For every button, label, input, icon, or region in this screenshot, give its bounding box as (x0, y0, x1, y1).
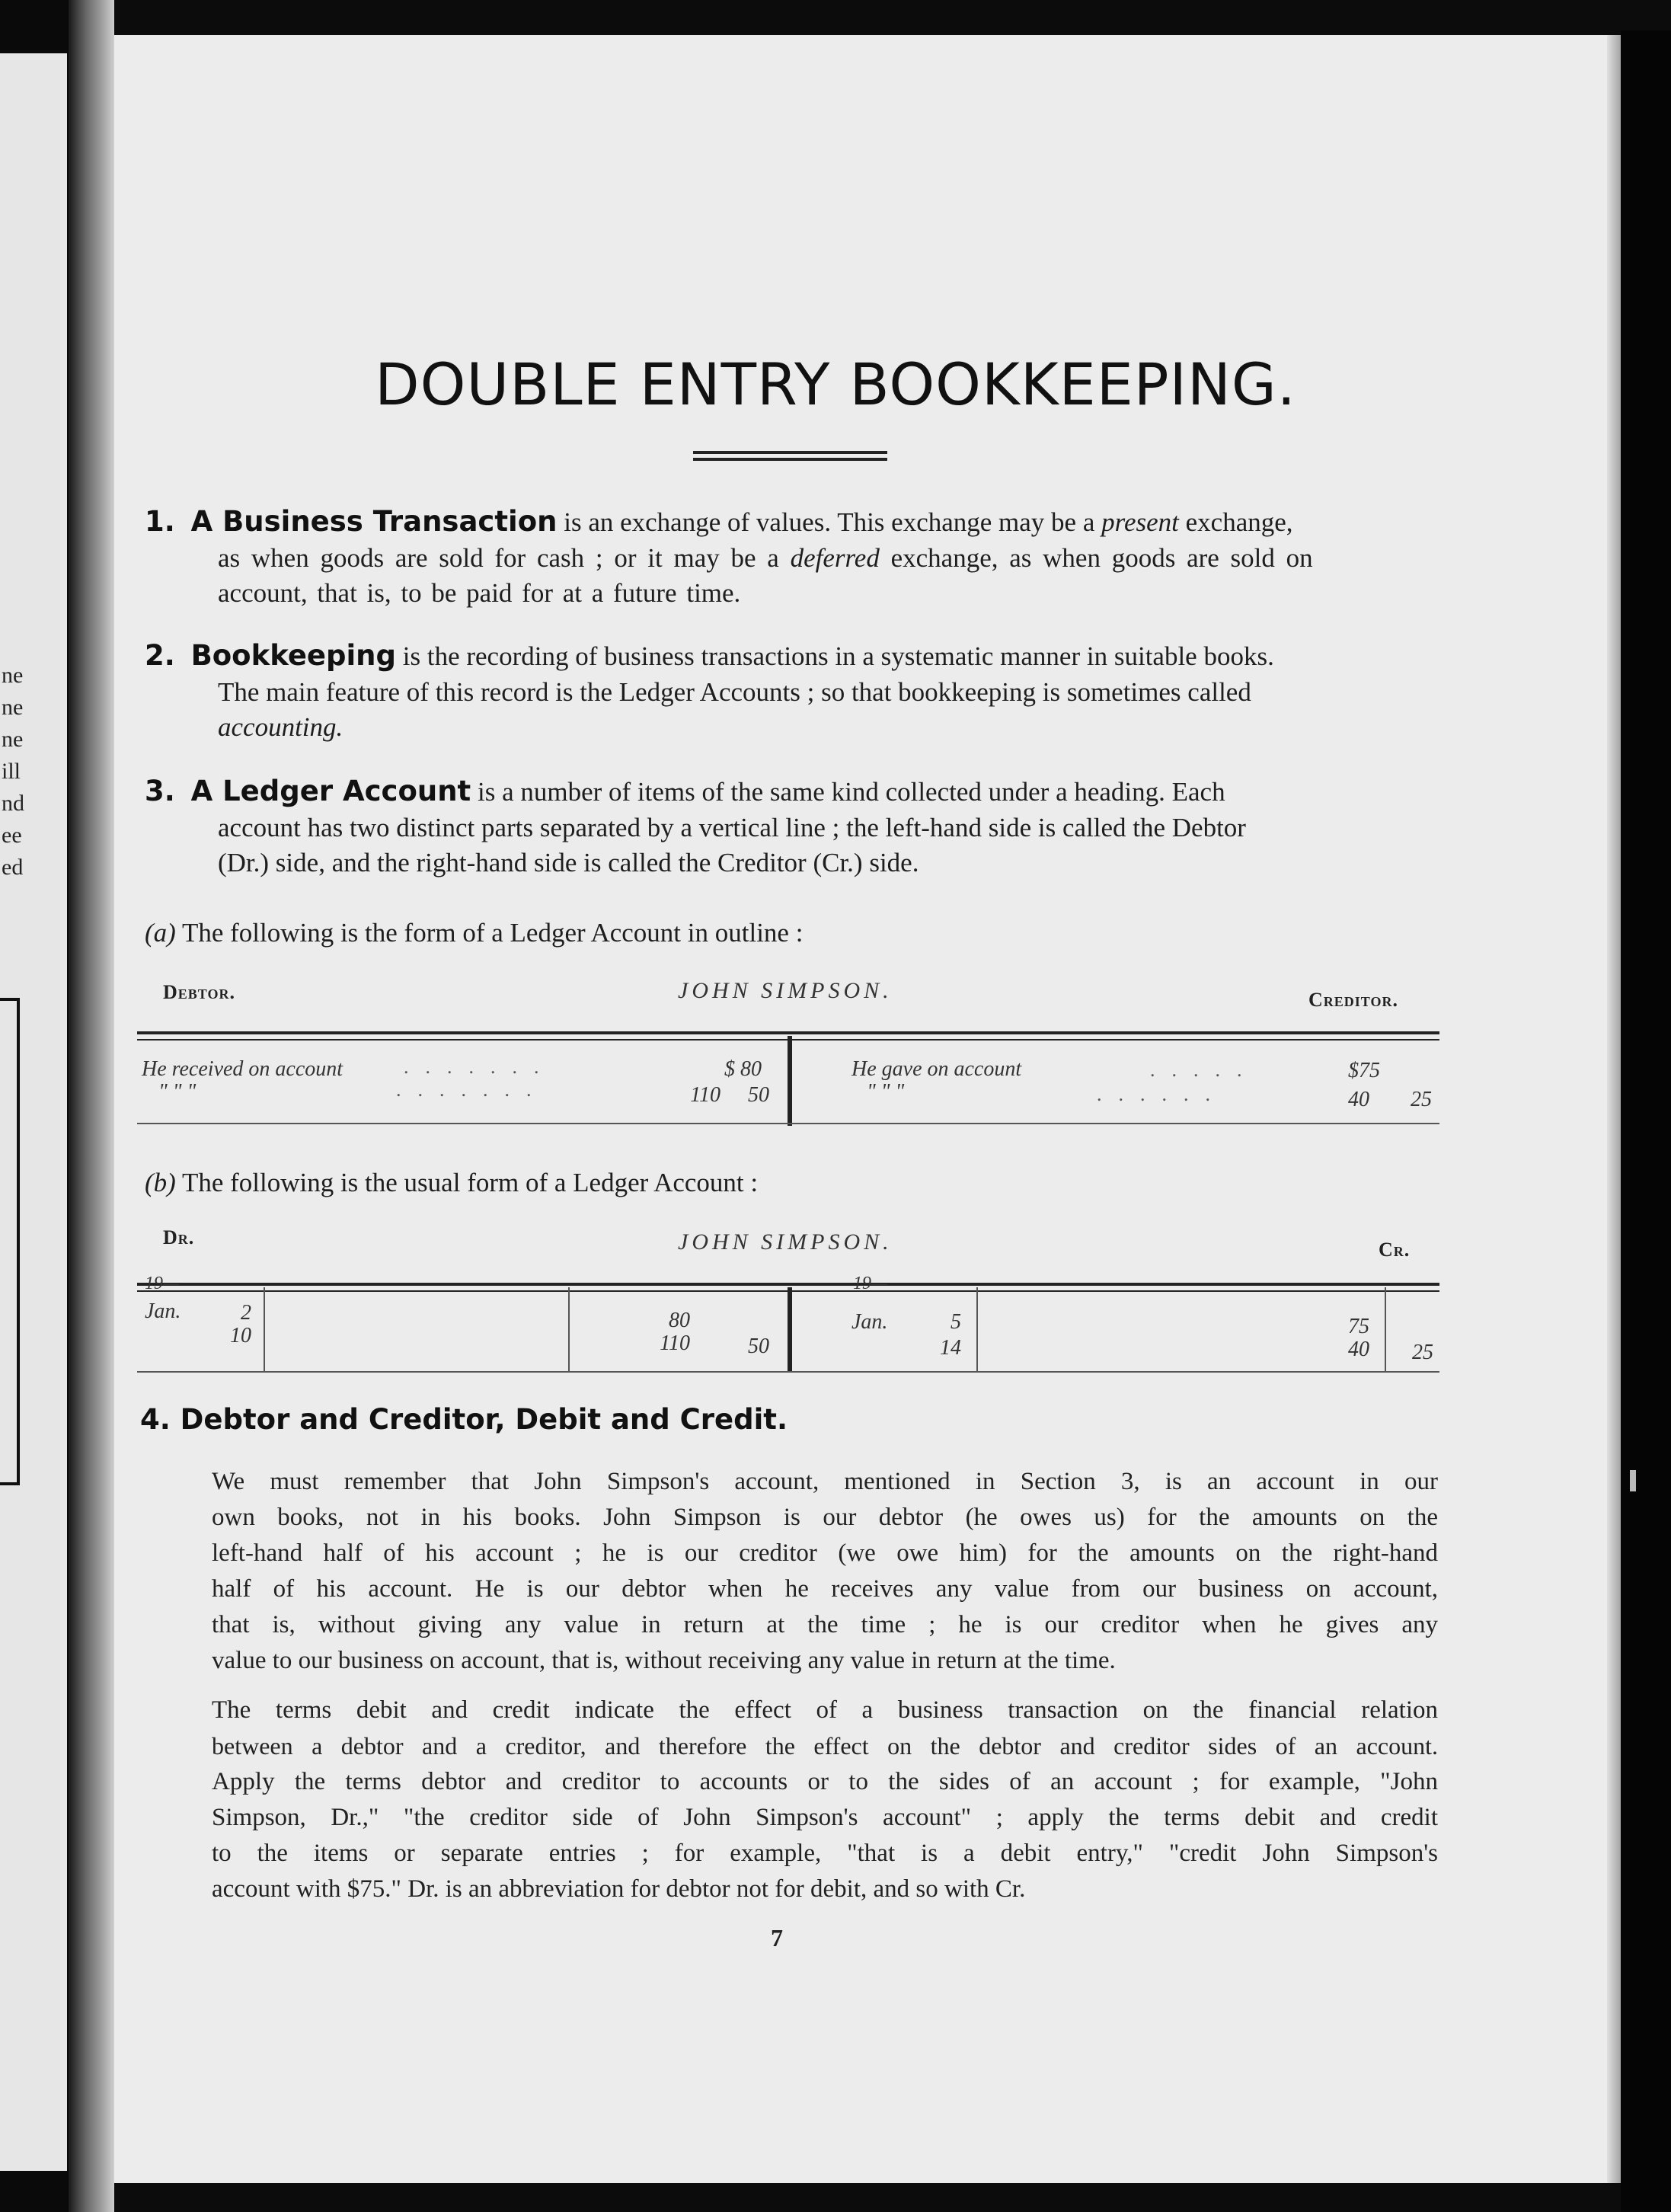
page-number: 7 (771, 1924, 783, 1951)
section-4-heading: 4. Debtor and Creditor, Debit and Credit. (140, 1403, 788, 1436)
form-b-right-month: Jan. (851, 1310, 888, 1334)
section-4-p2-line: to the items or separate entries ; for example, "that is a debit entry," "credit John Simpson's (212, 1840, 1438, 1867)
form-b-right-year: 19— (853, 1274, 888, 1293)
section-1-text: is an exchange of values. This exchange may be a (564, 507, 1095, 537)
form-a-left-amount-2: 110 (690, 1083, 720, 1107)
prev-page-fragment: nd (2, 791, 24, 816)
form-b-intro (145, 1165, 758, 1200)
prev-page-fragment: ill (2, 759, 21, 784)
title-rule-top (693, 451, 887, 454)
prev-page-fragment: ne (2, 663, 24, 688)
section-3-text: is a number of items of the same kind collected under a heading. Each (477, 777, 1225, 807)
section-1 (145, 504, 1293, 539)
form-b-label: (b) (145, 1168, 176, 1197)
section-3-line-2: account has two distinct parts separated by a vertical line ; the left-hand side is called the Debtor (218, 813, 1246, 842)
section-2 (145, 638, 1274, 673)
section-4-p2-line: Apply the terms debtor and creditor to accounts or to the sides of an account ; for example, "John (212, 1768, 1438, 1795)
prev-page-fragment: ed (2, 855, 24, 880)
section-1-line-3: account, that is, to be paid for at a future time. (218, 578, 741, 608)
form-b-left-folio-col (568, 1287, 570, 1371)
section-1-text: exchange, as when goods are sold on (890, 543, 1313, 573)
section-4-p1-line: value to our business on account, that is, without receiving any value in return at the time. (212, 1647, 1116, 1674)
section-4-p2-line: between a debtor and a creditor, and therefore the effect on the debtor and creditor sides of an account. (212, 1732, 1438, 1760)
form-b-left-amount-1: 80 (669, 1309, 690, 1332)
form-b-right-cents-col (1385, 1287, 1386, 1371)
form-a-right-row-2: " " " (867, 1080, 905, 1104)
section-1-line-2 (218, 541, 1313, 575)
section-4-p1-line: left-hand half of his account ; he is our creditor (we owe him) for the amounts on the right-hand (212, 1539, 1438, 1567)
form-b-account-name: JOHN SIMPSON. (678, 1229, 893, 1255)
form-a-left-row-2: " " " (158, 1080, 196, 1104)
prev-page-fragment: ne (2, 727, 24, 752)
form-b-left-year: 19— (145, 1274, 180, 1293)
form-b-left-amount-2: 110 (660, 1331, 690, 1355)
form-a-right-leader-1: ..... (1150, 1059, 1259, 1081)
section-1-number: 1. (145, 505, 175, 538)
form-a-label: (a) (145, 918, 176, 948)
section-1-text: as when goods are sold for cash ; or it may be a (218, 543, 779, 573)
form-b-intro-text: The following is the usual form of a Ledger Account : (181, 1168, 759, 1197)
section-2-line-3: accounting. (218, 712, 343, 742)
section-4-p1-line: We must remember that John Simpson's account, mentioned in Section 3, is an account in our (212, 1468, 1438, 1495)
section-4-p2-line: Simpson, Dr.," "the creditor side of John Simpson's account" ; apply the terms debit and credit (212, 1804, 1438, 1831)
section-3 (145, 774, 1225, 809)
section-4-p2-line: The terms debit and credit indicate the effect of a business transaction on the financial relation (212, 1696, 1438, 1724)
form-a-divider (788, 1036, 792, 1126)
section-3-heading: A Ledger Account (190, 775, 471, 807)
form-a-left-row-1: He received on account (142, 1057, 343, 1081)
form-b-right-amount-1: 75 (1348, 1315, 1369, 1338)
form-a-left-leader-1: ....... (404, 1056, 556, 1078)
form-b-right-day-2: 14 (940, 1336, 961, 1360)
form-b-rule-top (137, 1283, 1439, 1286)
form-b-left-cents-2: 50 (748, 1335, 769, 1358)
form-b-left-date-col (264, 1287, 265, 1371)
section-2-number: 2. (145, 639, 175, 672)
form-b-left-day-1: 2 (241, 1301, 251, 1325)
section-4-p1-line: half of his account. He is our debtor when he receives any value from our business on account, (212, 1575, 1438, 1603)
form-a-left-cents-2: 50 (748, 1083, 769, 1107)
section-1-italic: deferred (790, 543, 880, 573)
form-b-dr-caption: Dr. (163, 1226, 195, 1248)
prev-page-fragment: ne (2, 695, 24, 720)
prev-page-fragment: ee (2, 823, 22, 848)
margin-mark (1630, 1470, 1636, 1491)
form-a-account-name: JOHN SIMPSON. (678, 978, 893, 1003)
form-a-right-row-1: He gave on account (851, 1057, 1022, 1081)
form-b-right-cents-2: 25 (1412, 1341, 1433, 1364)
form-a-left-leader-2: ....... (396, 1079, 548, 1101)
form-a-right-amount-2: 40 (1348, 1088, 1369, 1111)
form-b-left-day-2: 10 (230, 1324, 251, 1347)
section-3-line-3: (Dr.) side, and the right-hand side is called the Creditor (Cr.) side. (218, 848, 919, 877)
form-a-rule-top (137, 1031, 1439, 1034)
spine-gradient (69, 0, 114, 2212)
section-1-heading: A Business Transaction (190, 505, 558, 538)
form-b-rule-bottom (137, 1371, 1439, 1373)
form-a-right-cents-2: 25 (1411, 1088, 1432, 1111)
form-a-creditor-caption: Creditor. (1308, 989, 1398, 1011)
form-a-right-leader-2: ...... (1097, 1083, 1227, 1105)
section-2-heading: Bookkeeping (190, 639, 397, 672)
section-1-text: exchange, (1185, 507, 1293, 537)
section-4-p1-line: that is, without giving any value in return at the time ; he is our creditor when he gives any (212, 1611, 1438, 1638)
form-a-left-amount-1: $ 80 (724, 1057, 762, 1081)
page-title: DOUBLE ENTRY BOOKKEEPING. (375, 350, 1296, 418)
form-b-right-date-col (976, 1287, 978, 1371)
form-a-intro (145, 916, 803, 950)
form-a-right-amount-1: $75 (1348, 1059, 1380, 1082)
form-a-rule-bottom (137, 1123, 1439, 1124)
form-b-right-day-1: 5 (951, 1310, 961, 1334)
title-rule-bottom (693, 458, 887, 461)
form-b-right-amount-2: 40 (1348, 1338, 1369, 1361)
form-b-cr-caption: Cr. (1379, 1239, 1411, 1261)
section-4-p2-line: account with $75." Dr. is an abbreviation for debtor not for debit, and so with Cr. (212, 1875, 1026, 1903)
form-b-divider (788, 1287, 792, 1373)
section-3-number: 3. (145, 775, 175, 807)
form-a-intro-text: The following is the form of a Ledger Account in outline : (181, 918, 804, 948)
section-2-line-2: The main feature of this record is the Ledger Accounts ; so that bookkeeping is sometimes called (218, 677, 1251, 707)
section-1-italic: present (1101, 507, 1179, 537)
form-a-debtor-caption: Debtor. (163, 981, 235, 1003)
section-2-text: is the recording of business transactions in a systematic manner in suitable books. (402, 641, 1274, 671)
section-4-p1-line: own books, not in his books. John Simpson is our debtor (he owes us) for the amounts on the (212, 1504, 1438, 1531)
prev-page-box-border (0, 998, 20, 1485)
form-b-left-month: Jan. (145, 1299, 181, 1323)
